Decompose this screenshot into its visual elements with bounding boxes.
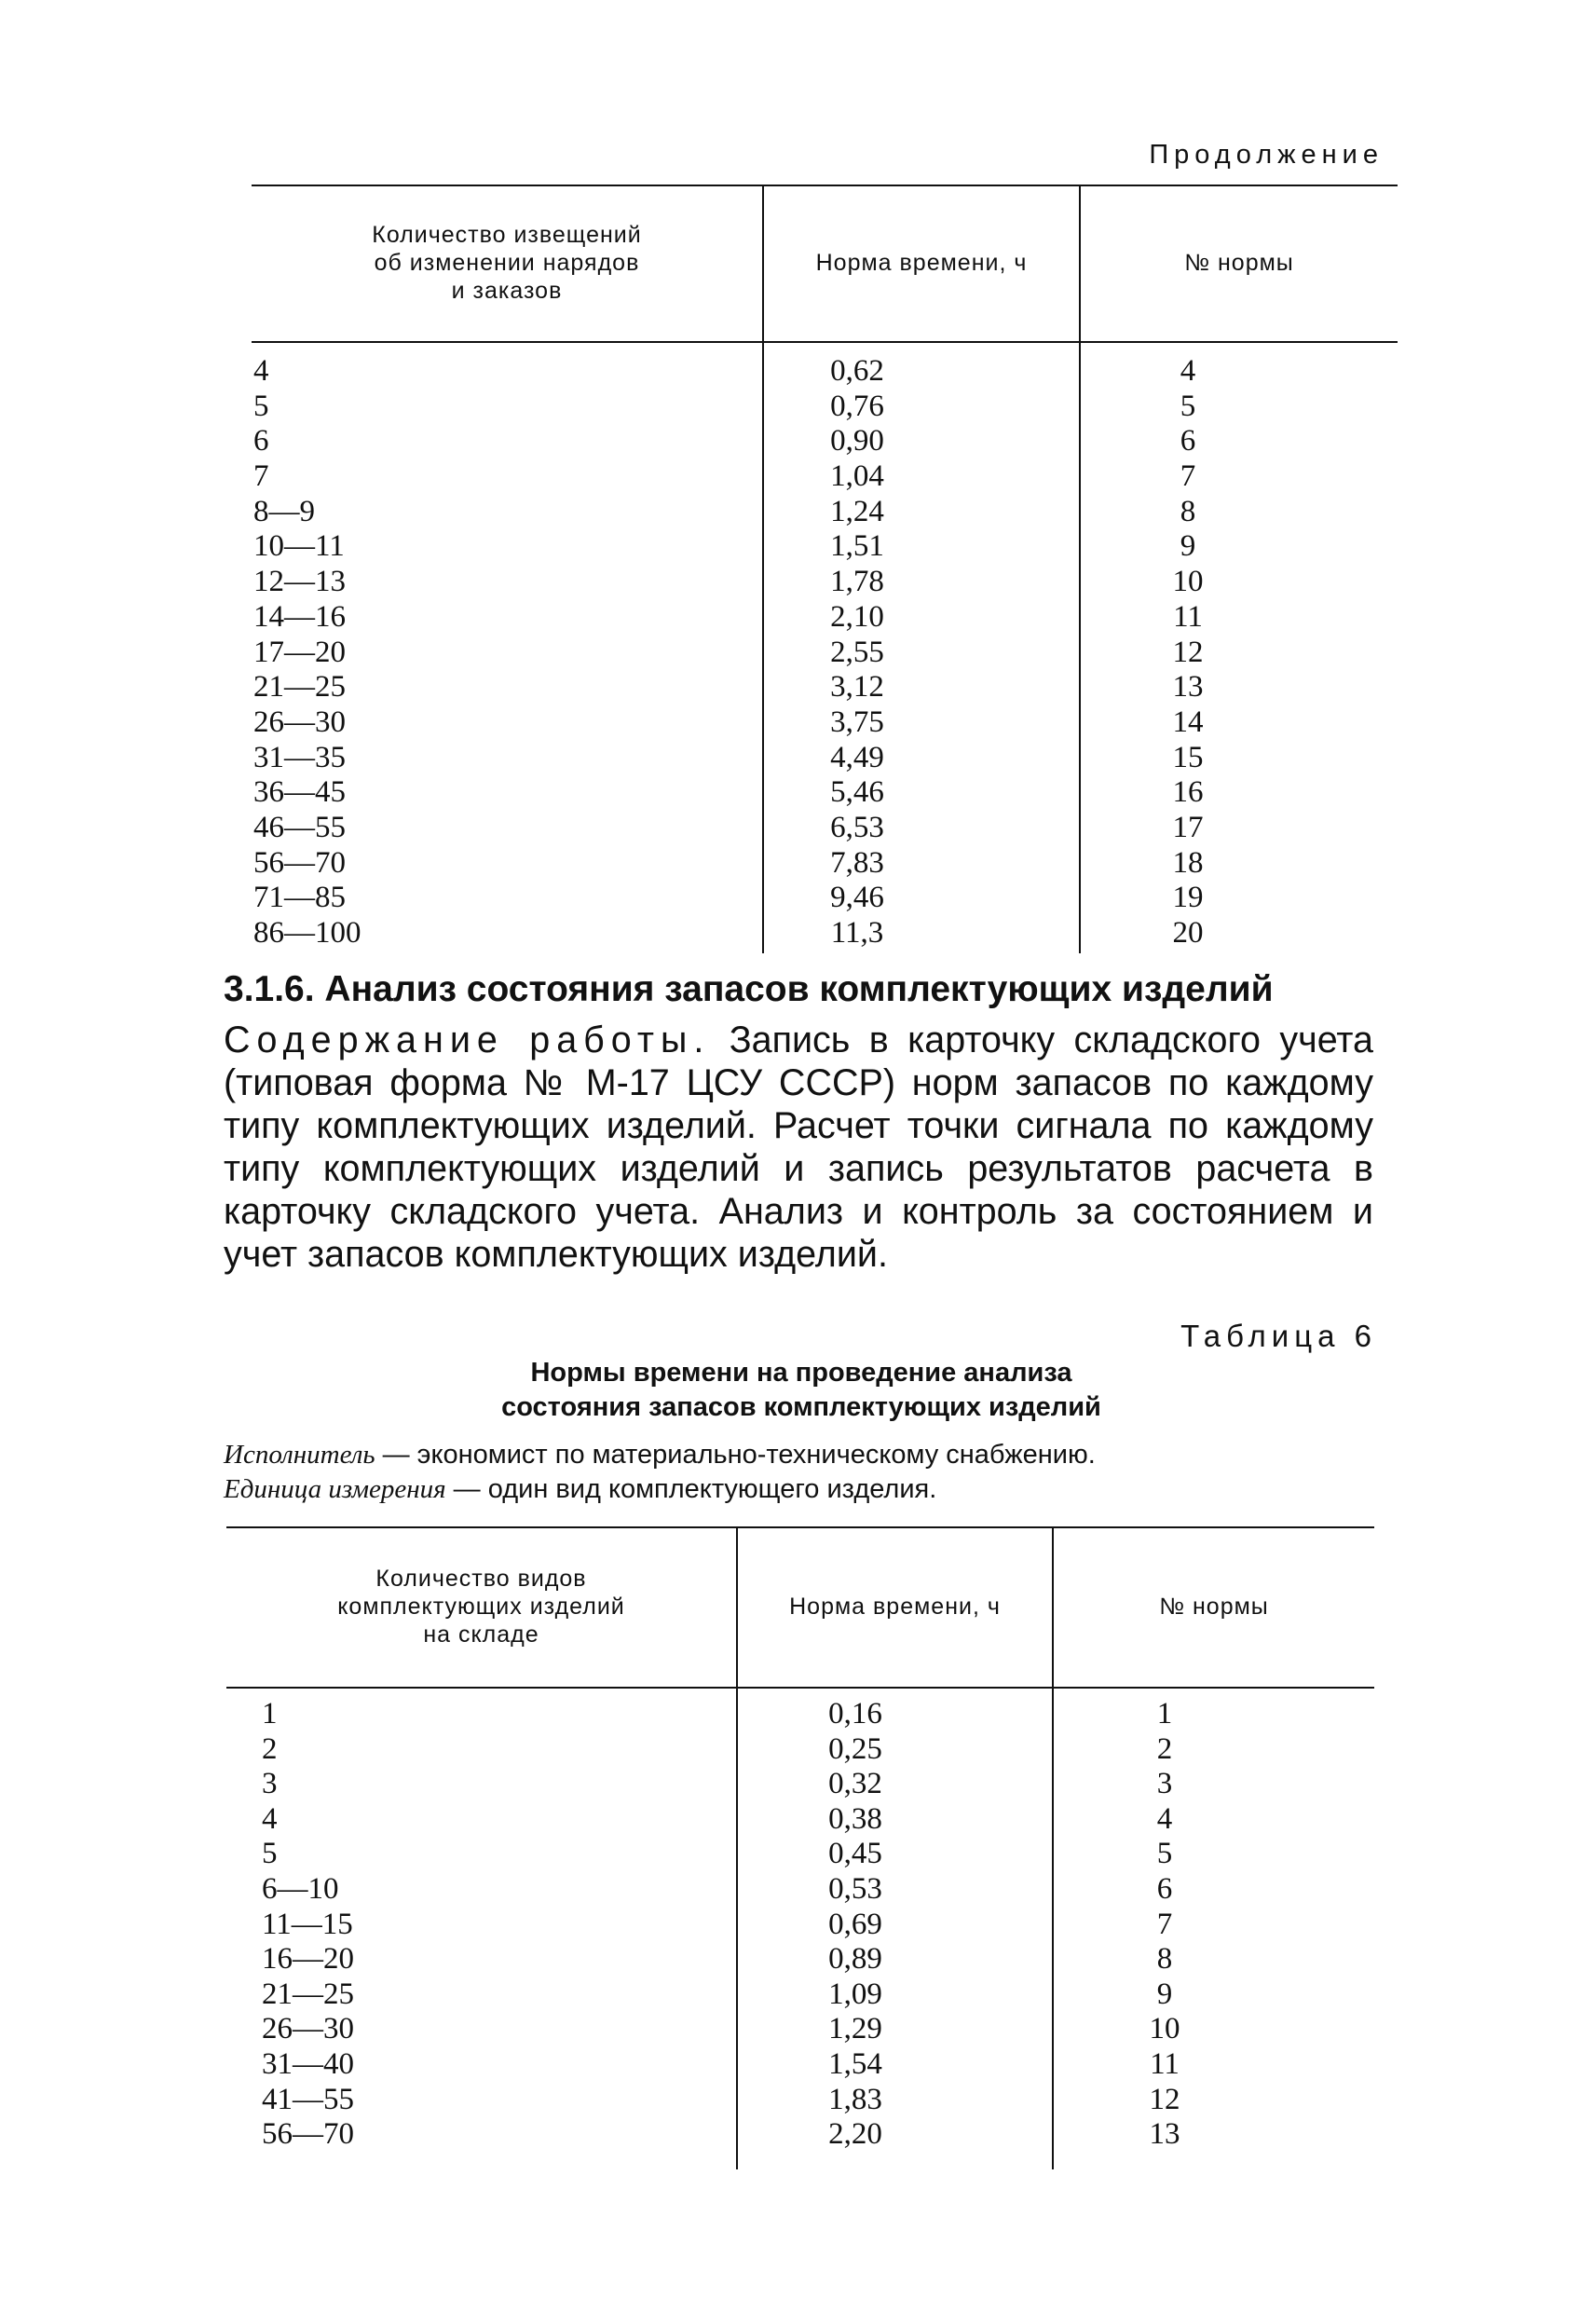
cell-count: 21—25 bbox=[253, 670, 346, 705]
table-row bbox=[252, 811, 1398, 846]
table-row bbox=[252, 916, 1398, 951]
table-row bbox=[252, 846, 1398, 882]
cell-norm: 11 bbox=[1173, 599, 1203, 634]
cell-time: 2,55 bbox=[830, 635, 884, 669]
cell-count: 17—20 bbox=[253, 635, 346, 669]
table-header-rule bbox=[226, 1687, 1374, 1689]
cell-norm: 15 bbox=[1172, 740, 1204, 774]
cell-time: 1,78 bbox=[830, 565, 884, 599]
table-title bbox=[224, 1356, 1379, 1425]
table-row bbox=[226, 2047, 1374, 2083]
header-count-line: об изменении нарядов bbox=[374, 250, 640, 276]
table-title-line: Нормы времени на проведение анализа bbox=[530, 1358, 1072, 1388]
cell-norm: 2 bbox=[1156, 1731, 1173, 1766]
section-heading: 3.1.6. Анализ состояния запасов комплектующих изделий bbox=[224, 969, 1274, 1009]
cell-count: 14—16 bbox=[253, 599, 346, 634]
table-row bbox=[252, 390, 1398, 425]
cell-norm: 11 bbox=[1150, 2046, 1180, 2081]
cell-norm: 1 bbox=[1156, 1697, 1173, 1731]
cell-time: 0,89 bbox=[828, 1942, 882, 1977]
cell-count: 11—15 bbox=[262, 1907, 353, 1941]
cell-norm: 14 bbox=[1172, 705, 1204, 739]
cell-norm: 7 bbox=[1156, 1907, 1173, 1941]
cell-count: 31—35 bbox=[253, 740, 346, 774]
cell-count: 5 bbox=[253, 389, 269, 423]
cell-norm: 5 bbox=[1180, 389, 1196, 423]
cell-norm: 10 bbox=[1149, 2012, 1180, 2046]
cell-count: 2 bbox=[262, 1731, 278, 1766]
table-row bbox=[226, 1837, 1374, 1872]
cell-count: 1 bbox=[262, 1697, 278, 1731]
table-row bbox=[252, 636, 1398, 671]
cell-time: 0,69 bbox=[828, 1907, 882, 1941]
cell-time: 1,83 bbox=[828, 2082, 882, 2116]
header-count-line: Количество извещений bbox=[372, 222, 642, 248]
unit-label: Единица измерения bbox=[224, 1474, 446, 1504]
cell-norm: 16 bbox=[1172, 775, 1204, 810]
cell-count: 36—45 bbox=[253, 775, 346, 810]
cell-time: 0,45 bbox=[828, 1837, 882, 1871]
cell-time: 2,10 bbox=[830, 599, 884, 634]
table-row bbox=[252, 354, 1398, 390]
continuation-label: Продолжение bbox=[1149, 140, 1384, 170]
cell-norm: 8 bbox=[1180, 494, 1196, 528]
table-row bbox=[226, 1802, 1374, 1838]
cell-time: 1,29 bbox=[828, 2012, 882, 2046]
header-time: Норма времени, ч bbox=[789, 1594, 1001, 1620]
cell-time: 1,04 bbox=[830, 459, 884, 494]
cell-norm: 17 bbox=[1172, 810, 1204, 844]
table-row bbox=[252, 705, 1398, 741]
cell-count: 6 bbox=[253, 424, 269, 458]
cell-count: 31—40 bbox=[262, 2046, 354, 2081]
unit-line bbox=[224, 1474, 1388, 1505]
executor-value: — экономист по материально-техническому снабжению. bbox=[375, 1440, 1096, 1470]
cell-time: 0,90 bbox=[830, 424, 884, 458]
cell-count: 4 bbox=[262, 1801, 278, 1836]
table-body bbox=[226, 1697, 1374, 2153]
table-row bbox=[226, 2083, 1374, 2118]
cell-count: 26—30 bbox=[262, 2012, 354, 2046]
cell-time: 0,32 bbox=[828, 1767, 882, 1801]
cell-count: 3 bbox=[262, 1767, 278, 1801]
cell-norm: 13 bbox=[1172, 670, 1204, 705]
header-count-line: Количество видов bbox=[375, 1566, 587, 1592]
cell-time: 1,09 bbox=[828, 1977, 882, 2011]
header-norm: № нормы bbox=[1184, 250, 1294, 276]
header-count-line: и заказов bbox=[451, 278, 563, 304]
cell-norm: 4 bbox=[1156, 1801, 1173, 1836]
cell-count: 5 bbox=[262, 1837, 278, 1871]
cell-count: 12—13 bbox=[253, 565, 346, 599]
executor-label: Исполнитель bbox=[224, 1440, 375, 1470]
table-row bbox=[252, 424, 1398, 459]
cell-norm: 10 bbox=[1172, 565, 1204, 599]
table-header-rule bbox=[252, 341, 1398, 343]
cell-norm: 9 bbox=[1156, 1977, 1173, 2011]
cell-time: 4,49 bbox=[830, 740, 884, 774]
cell-time: 3,75 bbox=[830, 705, 884, 739]
header-norm: № нормы bbox=[1159, 1594, 1269, 1620]
cell-time: 0,53 bbox=[828, 1871, 882, 1906]
cell-norm: 12 bbox=[1149, 2082, 1180, 2116]
unit-value: — один вид комплектующего изделия. bbox=[445, 1474, 937, 1504]
header-count-line: комплектующих изделий bbox=[337, 1594, 625, 1620]
cell-count: 6—10 bbox=[262, 1871, 339, 1906]
header-time: Норма времени, ч bbox=[815, 250, 1028, 276]
cell-norm: 19 bbox=[1172, 881, 1204, 915]
cell-time: 7,83 bbox=[830, 845, 884, 880]
cell-time: 0,38 bbox=[828, 1801, 882, 1836]
section-paragraph bbox=[224, 1019, 1373, 1276]
norms-table-1 bbox=[252, 185, 1398, 953]
cell-count: 46—55 bbox=[253, 810, 346, 844]
table-row bbox=[252, 495, 1398, 530]
cell-count: 26—30 bbox=[253, 705, 346, 739]
header-count bbox=[226, 1526, 736, 1687]
cell-count: 56—70 bbox=[253, 845, 346, 880]
cell-norm: 6 bbox=[1156, 1871, 1173, 1906]
cell-norm: 20 bbox=[1172, 916, 1204, 950]
table-row bbox=[226, 2012, 1374, 2047]
table-row bbox=[252, 775, 1398, 811]
cell-norm: 18 bbox=[1172, 845, 1204, 880]
cell-time: 3,12 bbox=[830, 670, 884, 705]
table-row bbox=[252, 741, 1398, 776]
cell-time: 0,25 bbox=[828, 1731, 882, 1766]
executor-line bbox=[224, 1440, 1388, 1471]
table-row bbox=[252, 459, 1398, 495]
table-body bbox=[252, 354, 1398, 951]
norms-table-2 bbox=[226, 1526, 1374, 2169]
cell-count: 21—25 bbox=[262, 1977, 354, 2011]
table-row bbox=[226, 1908, 1374, 1943]
cell-time: 0,16 bbox=[828, 1697, 882, 1731]
cell-norm: 6 bbox=[1180, 424, 1196, 458]
header-count-line: на складе bbox=[423, 1621, 539, 1648]
cell-time: 1,24 bbox=[830, 494, 884, 528]
paragraph-body: Запись в карточку складского учета (типовая форма № М-17 ЦСУ СССР) норм запасов по каждому типу комплектующих изделий. Расчет точки сигнала по каждому типу комплектующих изделий и запись результатов расчета в карточку складского учета. Анализ и контроль за состоянием и учет запасов комплектующих изделий. bbox=[224, 1019, 1373, 1275]
table-number-label: Таблица 6 bbox=[1180, 1319, 1377, 1353]
cell-norm: 12 bbox=[1172, 635, 1204, 669]
cell-time: 11,3 bbox=[830, 916, 884, 950]
cell-time: 0,76 bbox=[830, 389, 884, 423]
table-row bbox=[252, 881, 1398, 916]
cell-norm: 5 bbox=[1156, 1837, 1173, 1871]
cell-norm: 7 bbox=[1180, 459, 1196, 494]
table-row bbox=[252, 670, 1398, 705]
cell-count: 4 bbox=[253, 354, 269, 388]
cell-norm: 4 bbox=[1180, 354, 1196, 388]
cell-time: 9,46 bbox=[830, 881, 884, 915]
cell-time: 0,62 bbox=[830, 354, 884, 388]
cell-time: 6,53 bbox=[830, 810, 884, 844]
header-count bbox=[252, 185, 762, 341]
table-row bbox=[252, 600, 1398, 636]
cell-norm: 9 bbox=[1180, 529, 1196, 564]
cell-count: 8—9 bbox=[253, 494, 315, 528]
table-row bbox=[252, 529, 1398, 565]
cell-count: 41—55 bbox=[262, 2082, 354, 2116]
table-title-line: состояния запасов комплектующих изделий bbox=[501, 1392, 1101, 1422]
table-row bbox=[226, 1872, 1374, 1908]
table-row bbox=[226, 1732, 1374, 1768]
cell-time: 2,20 bbox=[828, 2117, 882, 2152]
table-row bbox=[252, 565, 1398, 600]
table-row bbox=[226, 1697, 1374, 1732]
cell-time: 5,46 bbox=[830, 775, 884, 810]
cell-norm: 3 bbox=[1156, 1767, 1173, 1801]
table-row bbox=[226, 2117, 1374, 2153]
table-row bbox=[226, 1942, 1374, 1977]
cell-count: 10—11 bbox=[253, 529, 345, 564]
cell-time: 1,51 bbox=[830, 529, 884, 564]
cell-count: 56—70 bbox=[262, 2117, 354, 2152]
cell-count: 7 bbox=[253, 459, 269, 494]
cell-count: 86—100 bbox=[253, 916, 361, 950]
cell-norm: 8 bbox=[1156, 1942, 1173, 1977]
cell-norm: 13 bbox=[1149, 2117, 1180, 2152]
cell-time: 1,54 bbox=[828, 2046, 882, 2081]
cell-count: 16—20 bbox=[262, 1942, 354, 1977]
table-row bbox=[226, 1767, 1374, 1802]
cell-count: 71—85 bbox=[253, 881, 346, 915]
table-row bbox=[226, 1977, 1374, 2013]
paragraph-lead: Содержание работы. bbox=[224, 1019, 711, 1060]
